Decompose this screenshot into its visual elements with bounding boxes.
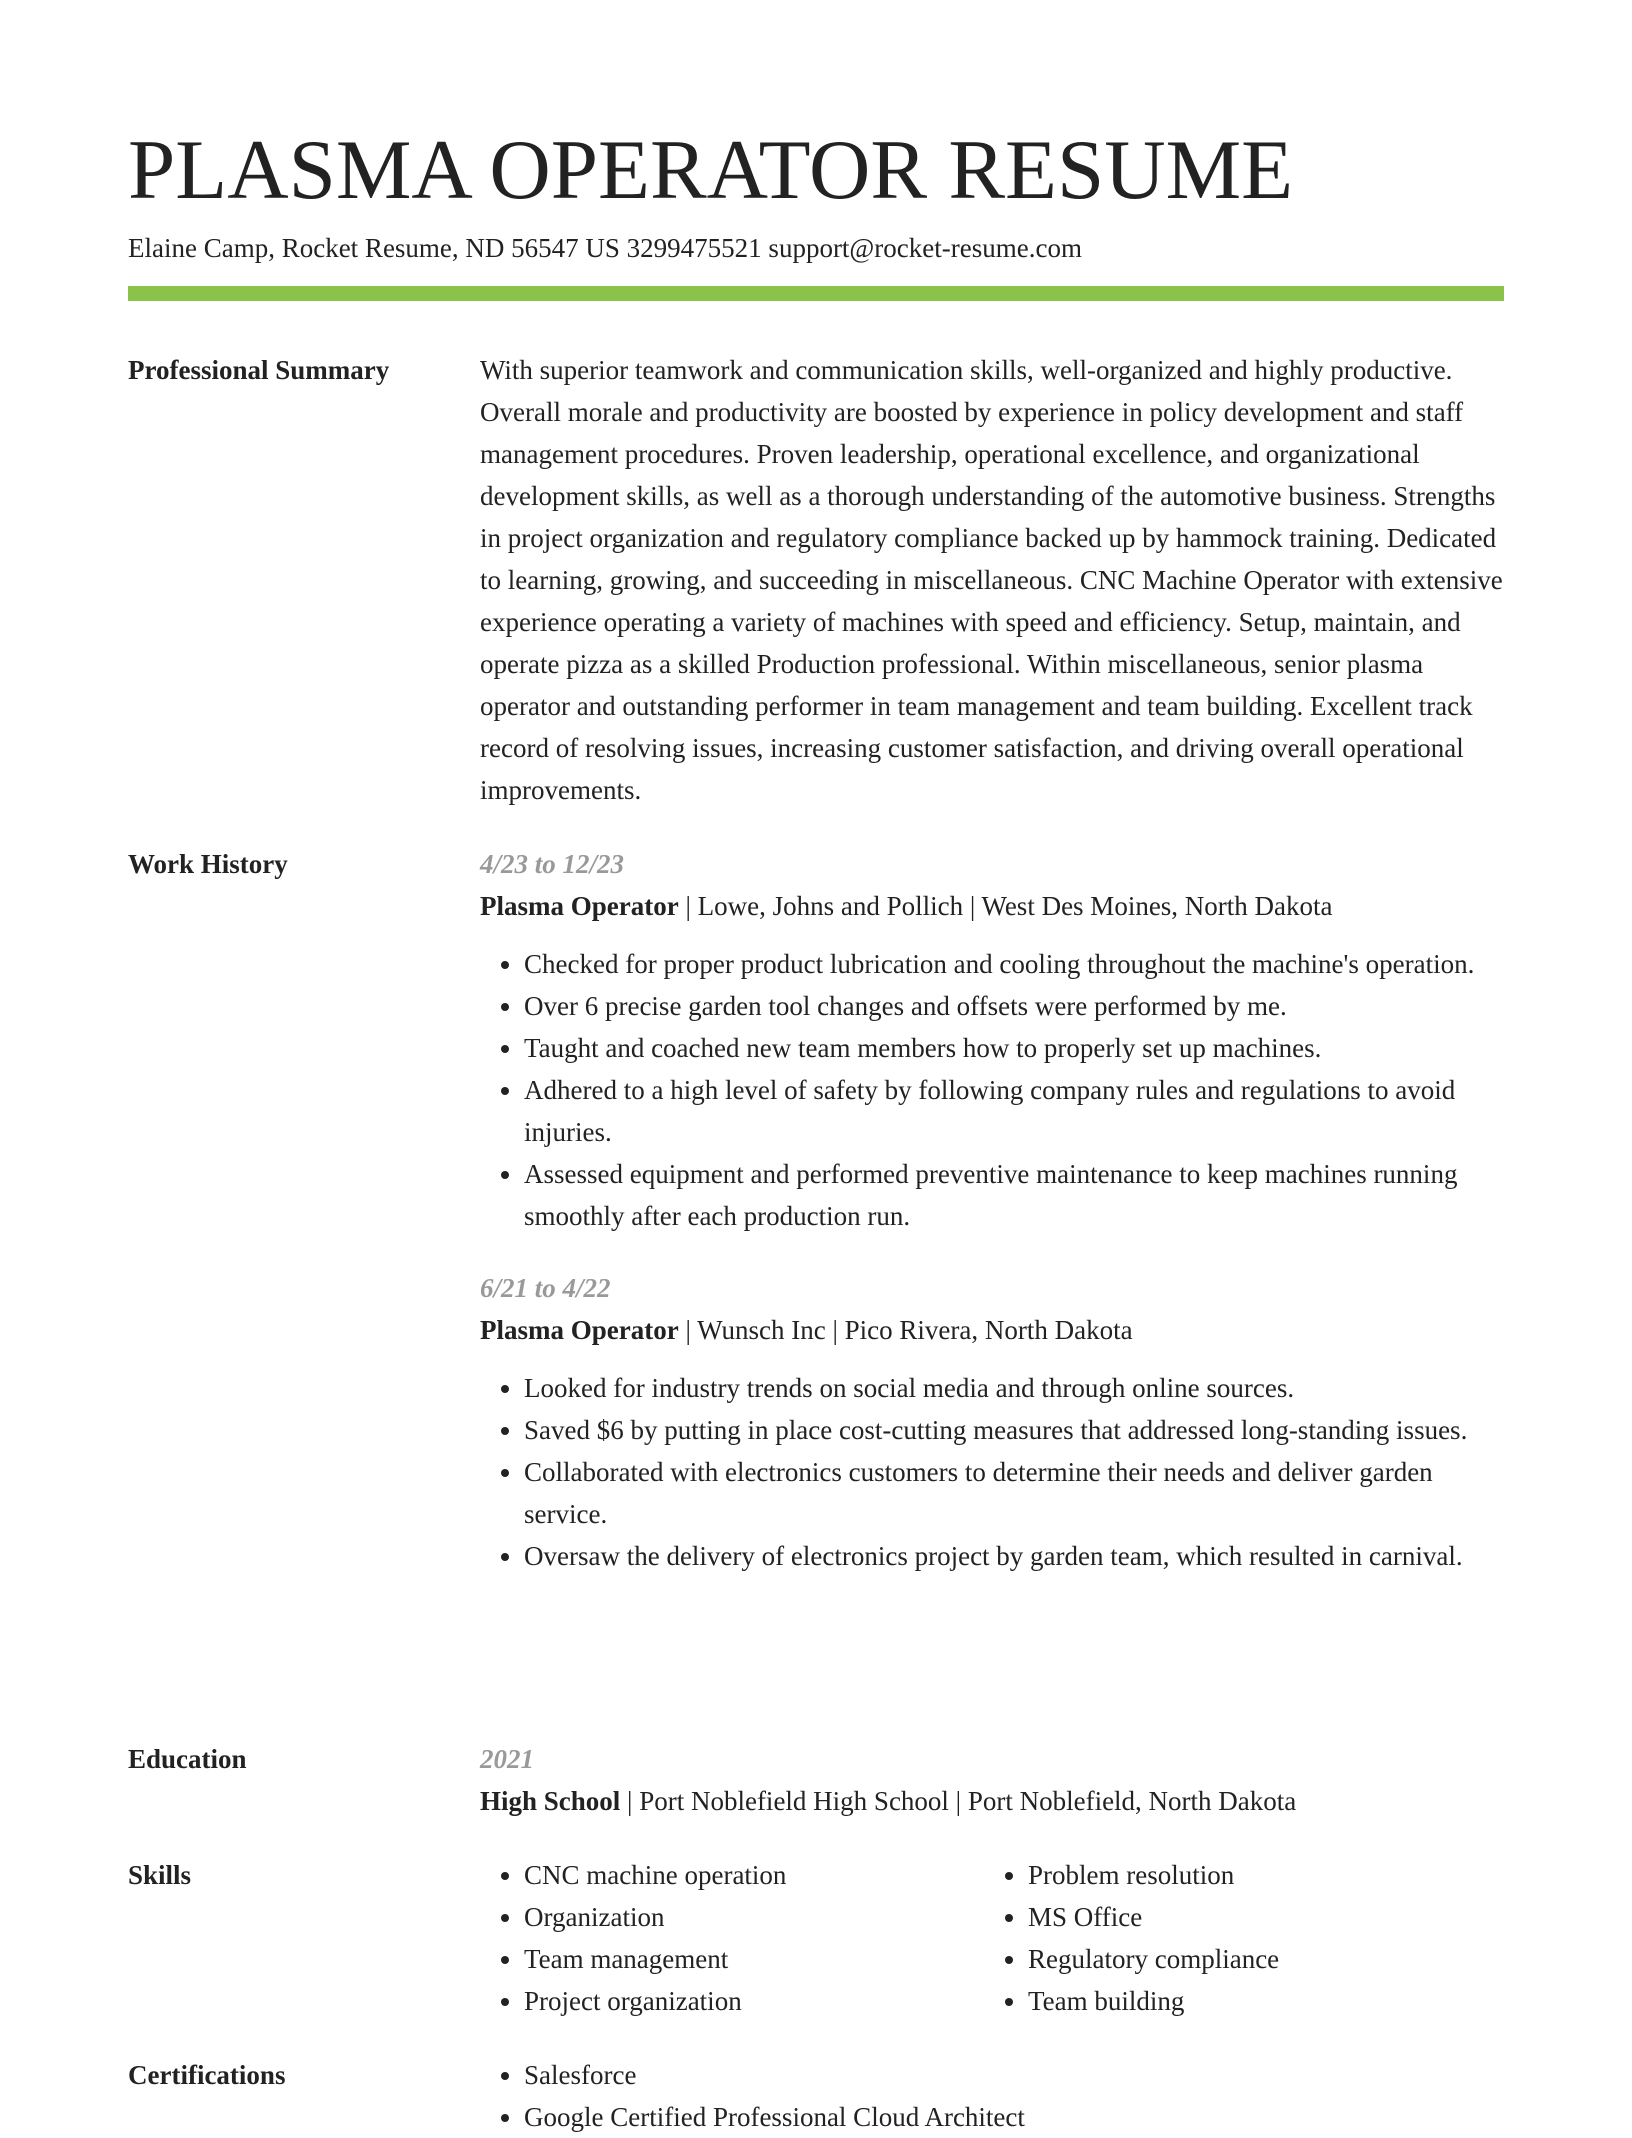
job-details: | Lowe, Johns and Pollich | West Des Moines, North Dakota <box>678 891 1333 921</box>
resume-title: PLASMA OPERATOR RESUME <box>128 123 1294 217</box>
education-degree: High School <box>480 1786 621 1816</box>
skills-heading: Skills <box>128 1860 192 1890</box>
job-bullets <box>480 943 1504 1237</box>
job-title-line <box>480 1309 1504 1351</box>
skills-content <box>480 1854 1504 2022</box>
education-content <box>480 1738 1504 1822</box>
job-bullet: • Collaborated with electronics customers to determine their needs and deliver garden service. <box>524 1451 1504 1535</box>
job-bullet: • Checked for proper product lubrication and cooling throughout the machine's operation. <box>524 943 1504 985</box>
job-bullet: • Looked for industry trends on social media and through online sources. <box>524 1367 1504 1409</box>
summary-text: With superior teamwork and communication skills, well-organized and highly productive. Overall morale and productivity are boosted by experience in policy development and staff management procedures. Proven leadership, operational excellence, and organizational development skills, as well as a thorough understanding of the automotive business. Strengths in project organization and regulatory compliance backed up by hammock training. Dedicated to learning, growing, and succeeding in miscellaneous. CNC Machine Operator with extensive experience operating a variety of machines with speed and efficiency. Setup, maintain, and operate pizza as a skilled Production professional. Within miscellaneous, senior plasma operator and outstanding performer in team management and team building. Excellent track record of resolving issues, increasing customer satisfaction, and driving overall operational improvements. <box>480 355 1503 805</box>
education-line <box>480 1780 1504 1822</box>
certifications-list <box>480 2054 1504 2138</box>
work-history-heading: Work History <box>128 849 288 879</box>
work-history-content <box>480 843 1504 1577</box>
skill-item: • Regulatory compliance <box>1028 1938 1279 1980</box>
accent-divider <box>128 286 1504 301</box>
certifications-heading: Certifications <box>128 2060 286 2090</box>
skill-item: • Team building <box>1028 1980 1279 2022</box>
summary-content <box>480 349 1504 811</box>
skill-item: • Problem resolution <box>1028 1854 1279 1896</box>
job-title-line <box>480 885 1504 927</box>
skill-item: • Organization <box>524 1896 786 1938</box>
skills-list-left <box>480 1854 786 2022</box>
education-heading: Education <box>128 1744 247 1774</box>
job-bullets <box>480 1367 1504 1577</box>
job-bullet: • Oversaw the delivery of electronics project by garden team, which resulted in carnival. <box>524 1535 1504 1577</box>
job-role: Plasma Operator <box>480 1315 679 1345</box>
job-dates: 4/23 to 12/23 <box>480 849 625 879</box>
skills-list-right <box>984 1854 1279 2022</box>
job-bullet: • Over 6 precise garden tool changes and offsets were performed by me. <box>524 985 1504 1027</box>
certification-item: • Google Certified Professional Cloud Architect <box>524 2096 1504 2138</box>
certification-item: • Salesforce <box>524 2054 1504 2096</box>
certifications-content <box>480 2054 1504 2138</box>
job-entry <box>480 843 1504 1237</box>
skill-item: • CNC machine operation <box>524 1854 786 1896</box>
education-details: | Port Noblefield High School | Port Noblefield, North Dakota <box>620 1786 1297 1816</box>
job-bullet: • Adhered to a high level of safety by following company rules and regulations to avoid injuries. <box>524 1069 1504 1153</box>
education-year: 2021 <box>480 1744 534 1774</box>
job-dates: 6/21 to 4/22 <box>480 1273 611 1303</box>
job-bullet: • Taught and coached new team members how to properly set up machines. <box>524 1027 1504 1069</box>
skill-item: • Team management <box>524 1938 786 1980</box>
skill-item: • Project organization <box>524 1980 786 2022</box>
job-bullet: • Assessed equipment and performed preventive maintenance to keep machines running smoothly after each production run. <box>524 1153 1504 1237</box>
skill-item: • MS Office <box>1028 1896 1279 1938</box>
job-entry <box>480 1267 1504 1577</box>
contact-line: Elaine Camp, Rocket Resume, ND 56547 US 3299475521 support@rocket-resume.com <box>128 233 1082 263</box>
job-bullet: • Saved $6 by putting in place cost-cutting measures that addressed long-standing issues. <box>524 1409 1504 1451</box>
job-details: | Wunsch Inc | Pico Rivera, North Dakota <box>678 1315 1133 1345</box>
summary-heading: Professional Summary <box>128 355 390 385</box>
job-role: Plasma Operator <box>480 891 679 921</box>
skills-columns <box>480 1854 1504 2022</box>
